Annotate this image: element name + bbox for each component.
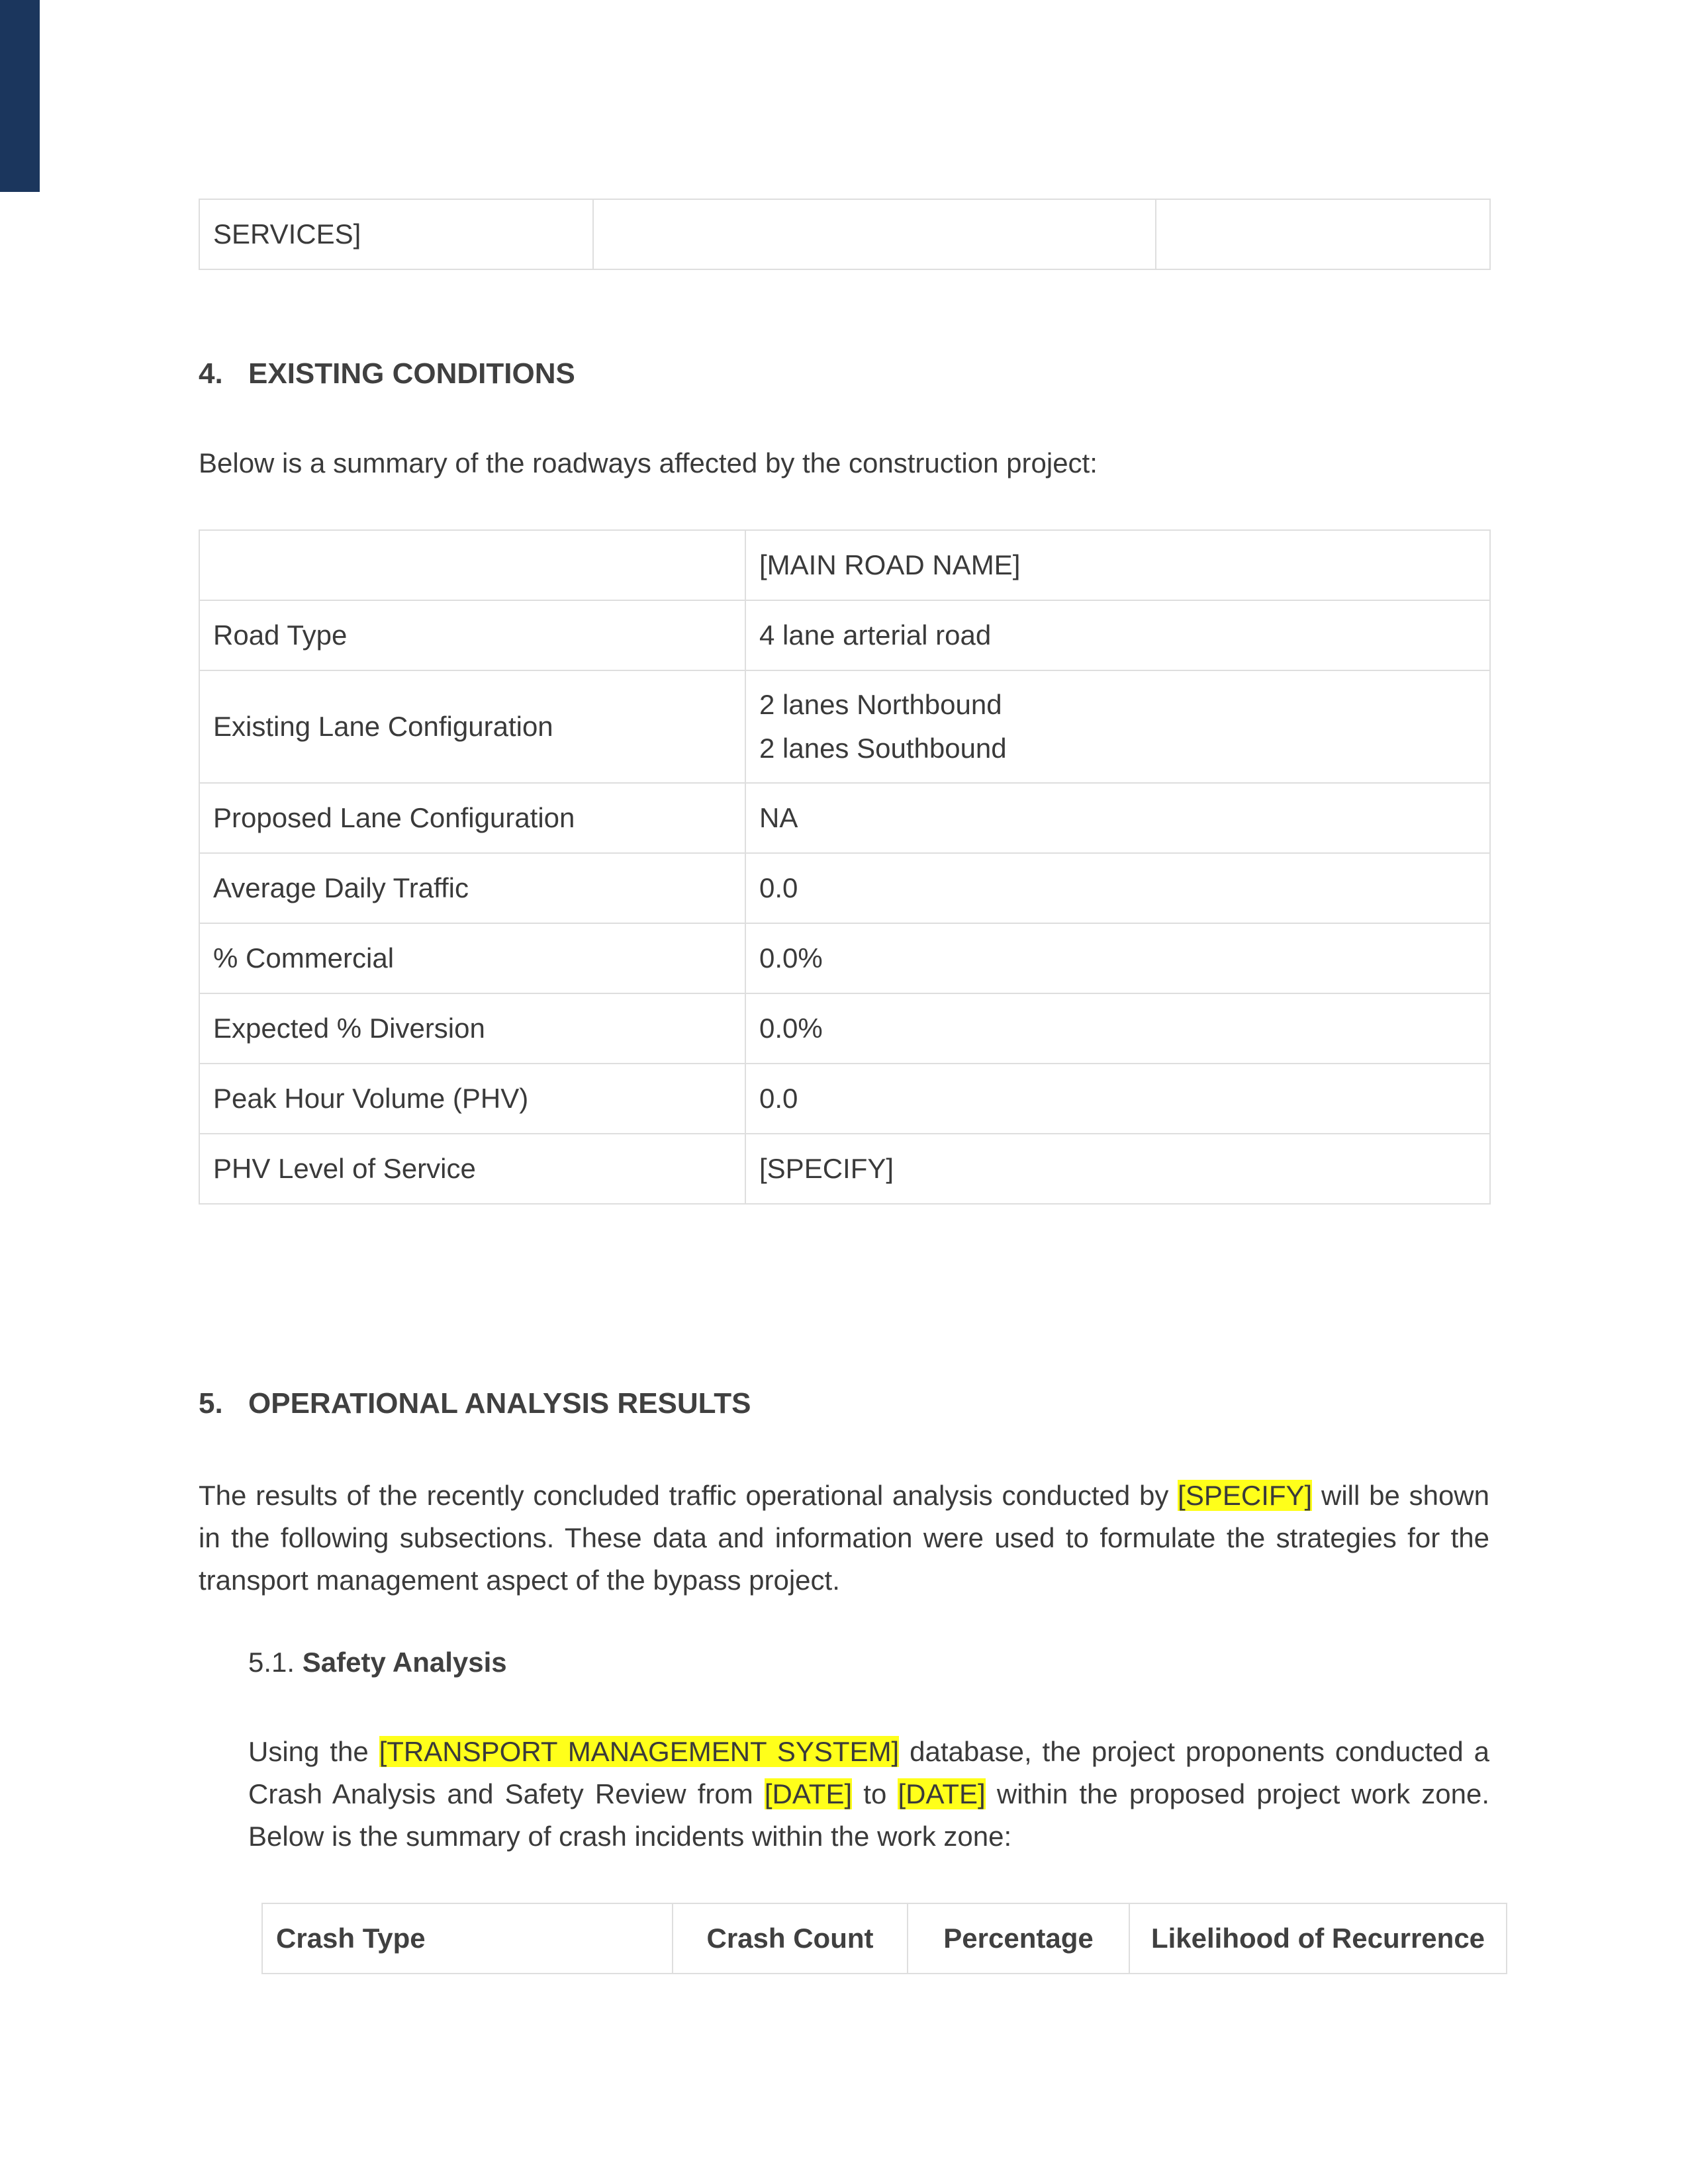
section-number: 4.: [199, 357, 223, 390]
table-row: [199, 670, 1490, 783]
row-value: 0.0: [745, 853, 1490, 923]
section-4-intro: Below is a summary of the roadways affected by the construction project:: [199, 447, 1098, 478]
table-row: [199, 853, 1490, 923]
row-value-line: 2 lanes Northbound: [759, 689, 1002, 720]
highlighted-placeholder: [DATE]: [764, 1778, 853, 1809]
table-row: [199, 600, 1490, 670]
row-label: Expected % Diversion: [199, 993, 745, 1064]
services-table: [199, 199, 1491, 270]
table-row: [199, 993, 1490, 1064]
row-value: 0.0%: [745, 923, 1490, 993]
highlighted-placeholder: [TRANSPORT MANAGEMENT SYSTEM]: [379, 1736, 900, 1767]
section-number: 5.: [199, 1387, 223, 1420]
row-value: 0.0%: [745, 993, 1490, 1064]
text-run: The results of the recently concluded traffic operational analysis conducted by: [199, 1480, 1169, 1511]
row-label: PHV Level of Service: [199, 1134, 745, 1204]
table-row: [199, 1064, 1490, 1134]
row-label: Proposed Lane Configuration: [199, 783, 745, 853]
row-label: Existing Lane Configuration: [199, 670, 745, 783]
table-header-row: [262, 1903, 1507, 1974]
table-cell: [593, 199, 1156, 269]
table-cell: [MAIN ROAD NAME]: [745, 530, 1490, 600]
row-value: 0.0: [745, 1064, 1490, 1134]
column-header: Percentage: [908, 1903, 1129, 1974]
table-header-row: [199, 530, 1490, 600]
subsection-title: Safety Analysis: [302, 1647, 507, 1678]
row-value: 4 lane arterial road: [745, 600, 1490, 670]
text-run: Using the: [248, 1736, 369, 1767]
subsection-5-1-paragraph: [248, 1731, 1489, 1858]
row-value-line: 2 lanes Southbound: [759, 733, 1007, 764]
row-label: Peak Hour Volume (PHV): [199, 1064, 745, 1134]
crash-table: [261, 1903, 1507, 1974]
subsection-5-1-heading: [248, 1647, 507, 1678]
row-value: NA: [745, 783, 1490, 853]
table-row: [199, 783, 1490, 853]
row-label: % Commercial: [199, 923, 745, 993]
table-row: [199, 923, 1490, 993]
highlighted-placeholder: [SPECIFY]: [1178, 1480, 1313, 1511]
side-accent-bar: [0, 0, 40, 192]
row-value: [SPECIFY]: [745, 1134, 1490, 1204]
text-run: database, the project proponents conducted a Crash Analysis and Safety Review from: [248, 1736, 1490, 1809]
table-row: [199, 199, 1490, 269]
table-row: [199, 1134, 1490, 1204]
column-header: Crash Count: [673, 1903, 908, 1974]
roadways-table: [199, 529, 1491, 1205]
section-5-heading: [199, 1387, 751, 1420]
text-run: will be shown in the following subsections. These data and information were used to formulate the strategies for the transport management aspect of the bypass project.: [199, 1480, 1490, 1596]
column-header: Likelihood of Recurrence: [1129, 1903, 1507, 1974]
row-label: Average Daily Traffic: [199, 853, 745, 923]
table-cell: SERVICES]: [199, 199, 593, 269]
table-cell: [199, 530, 745, 600]
text-run: within the proposed project work zone. Below is the summary of crash incidents within the work zone:: [248, 1778, 1490, 1852]
row-value: [745, 670, 1490, 783]
row-label: Road Type: [199, 600, 745, 670]
text-run: to: [863, 1778, 887, 1809]
section-title: OPERATIONAL ANALYSIS RESULTS: [248, 1387, 751, 1420]
subsection-number: 5.1.: [248, 1647, 295, 1678]
column-header: Crash Type: [262, 1903, 673, 1974]
section-title: EXISTING CONDITIONS: [248, 357, 575, 390]
table-cell: [1156, 199, 1490, 269]
highlighted-placeholder: [DATE]: [898, 1778, 986, 1809]
section-5-paragraph: [199, 1475, 1489, 1602]
section-4-heading: [199, 357, 575, 390]
